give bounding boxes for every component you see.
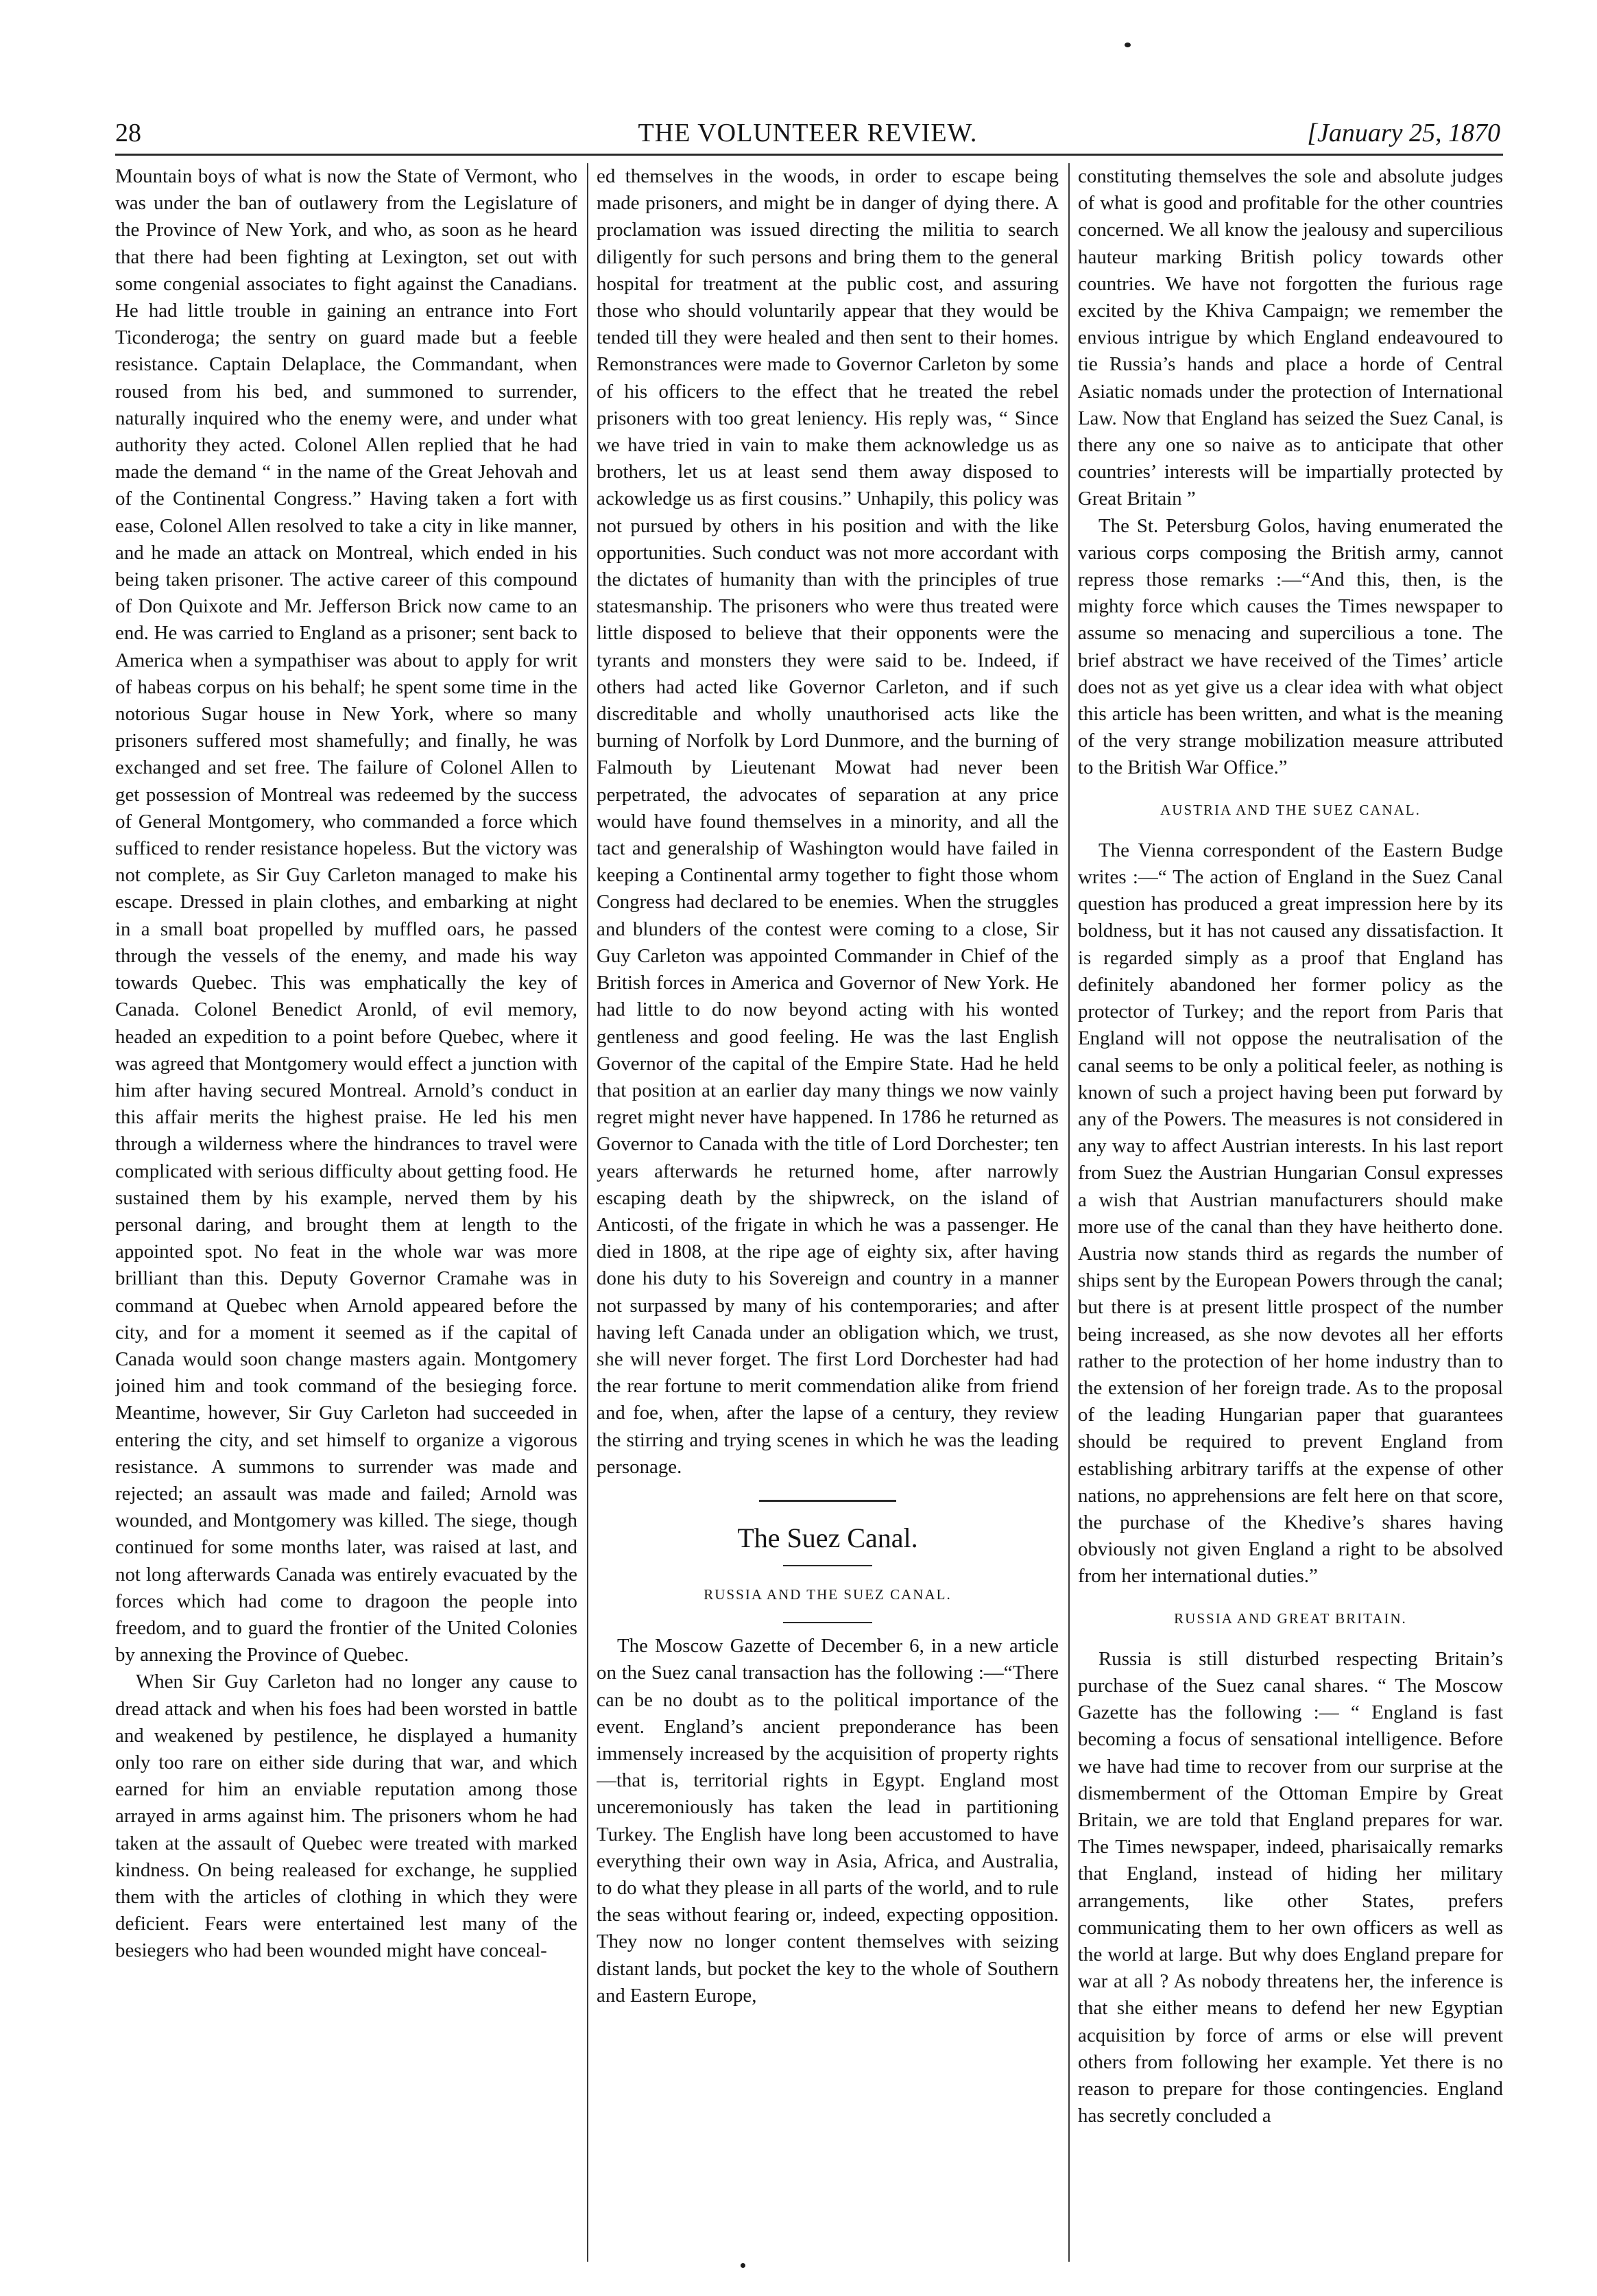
section-rule [759, 1500, 896, 1502]
article-paragraph: The Moscow Gazette of December 6, in a new article on the Suez canal transaction has the following :—“There can be no doubt as to the political importance of the event. England’s ancient preponderance has been immensely increased by the acquisition of property rights—that is, territorial rights in Egypt. England most unceremoniously has taken the lead in partitioning Turkey. The English have long been accustomed to have everything their own way in Asia, Africa, and Australia, to do what they please in all parts of the world, and to rule the seas without fearing or, indeed, expecting opposition. They now no longer content themselves with seizing distant lands, but pocket the key to the whole of Southern and Eastern Europe, [597, 1635, 1059, 2007]
article-paragraph: The St. Petersburg Golos, having enumerated the various corps composing the British army, cannot repress those remarks :—“And this, then, is the mighty force which causes the Times newspaper to assume so menacing and supercilious a tone. The brief abstract we have received of the Times’ article does not as yet give us a clear idea with what object this article has been written, and what is the meaning of the very strange mobilization measure attributed to the British War Office.” [1078, 514, 1503, 779]
subheading-rule [783, 1622, 872, 1623]
article-paragraph: constituting themselves the sole and absolute judges of what is good and profitable for the other countries concerned. We all know the jealousy and supercilious hauteur marking British policy towards other countries. We have not forgotten the furious rage excited by the Khiva Campaign; we remember the envious intrigue by which England endeavoured to tie Russia’s hands and place a horde of Central Asiatic nomads under the protection of International Law. Now that England has seized the Suez Canal, is there any one so naive as to anticipate that other countries’ interests will be impartially protected by Great Britain ” [1078, 165, 1503, 510]
issue-date: [January 25, 1870 [1307, 119, 1500, 147]
section-subheading: RUSSIA AND GREAT BRITAIN. [1174, 1610, 1407, 1627]
article-paragraph: ed themselves in the woods, in order to escape being made prisoners, and might be in danger of dying there. A proclamation was issued directing the militia to search diligently for such persons and bring them to the general hospital for treatment at the public cost, and assuring those who should voluntarily appear that they would be tended till they were healed and then sent to their homes. Remonstrances were made to Governor Carleton by some of his officers to the effect that he treated the rebel prisoners with too great leniency. His reply was, “ Since we have tried in vain to make them acknowledge us as brothers, let us at least send them away disposed to ackowledge us as first cousins.” Unhapily, this policy was not pursued by others in his position and with the like opportunities. Such conduct was not more accordant with the dictates of humanity than with the principles of true statesmanship. The prisoners who were thus treated were little disposed to believe that their opponents were the tyrants and monsters they were said to be. Indeed, if others had acted like Governor Carleton, and if such discreditable and wholly unauthorised acts like the burning of Norfolk by Lord Dunmore, and the burning of Falmouth by Lieutenant Mowat had never been perpetrated, the advocates of separation at any price would have found themselves in a minority, and all the tact and generalship of Washington would have failed in keeping a Continental army together to fight those whom Congress had declared to be enemies. When the struggles and blunders of the contest were coming to a close, Sir Guy Carleton was appointed Commander in Chief of the British forces in America and Governor of New York. He had little to do now beyond acting with his wonted gentleness and good feeling. He was the last English Governor of the capital of the Empire State. Had he held that position at an earlier day many things we now vainly regret might never have happened. In 1786 he returned as Governor to Canada with the title of Lord Dorchester; ten years afterwards he returned home, after narrowly escaping death by the shipwreck, on the island of Anticosti, of the frigate in which he was a passenger. He died in 1808, at the ripe age of eighty six, after having done his duty to his Sovereign and country in a manner not surpassed by many of his contemporaries; and after having left Canada under an obligation which, we trust, she will never forget. The first Lord Dorchester had had the rear fortune to merit commendation alike from friend and foe, when, after the lapse of a century, they review the stirring and trying scenes in which he was the leading personage. [597, 165, 1059, 1478]
column-divider [587, 163, 588, 2262]
section-subheading: AUSTRIA AND THE SUEZ CANAL. [1160, 801, 1421, 818]
column-divider [1068, 163, 1070, 2262]
column-2 [597, 163, 1059, 2255]
column-1 [115, 163, 577, 2255]
header-rule [115, 154, 1503, 156]
article-paragraph: Russia is still disturbed respecting Britain’s purchase of the Suez canal shares. “ The Moscow Gazette has the following :— “ England is fast becoming a focus of sensational intelligence. Before we have had time to recover from our surprise at the dismemberment of the Ottoman Empire by Great Britain, we are told that England prepares for war. The Times newspaper, indeed, pharisaically remarks that England, instead of hiding her military arrangements, like other States, prefers communicating them to her own officers as well as the world at large. But why does England prepare for war at all ? As nobody threatens her, the inference is that she either means to defend her new Egyptian acquisition by force of arms or else will prevent others from following her example. Yet there is no reason to prepare for those contingencies. England has secretly concluded a [1078, 1647, 1503, 2127]
print-speck [741, 2263, 745, 2268]
page-header [115, 115, 1500, 151]
heading-rule [783, 1565, 872, 1566]
print-speck [1125, 43, 1131, 47]
article-paragraph: The Vienna correspondent of the Eastern Budge writes :—“ The action of England in the Suez Canal question has produced a great impression here by its boldness, but it has not caused any dissatisfaction. It is regarded simply as a proof that England has definitely abandoned her former policy as the protector of Turkey; and the report from Paris that England will not oppose the neutralisation of the canal seems to be only a political feeler, as nothing is known of such a project having been put forward by any of the Powers. The measures is not considered in any way to affect Austrian interests. In his last report from Suez the Austrian Hungarian Consul expresses a wish that Austrian manufacturers should make more use of the canal than they have heitherto done. Austria now stands third as regards the number of ships sent by the European Powers through the canal; but there is at present little prospect of the number being increased, as she now devotes all her efforts rather to the protection of her home industry than to the extension of her foreign trade. As to the proposal of the leading Hungarian paper that guarantees should be required to prevent England from establishing arbitrary tariffs at the expense of other nations, no apprehensions are felt here on that score, the purchase of the Khedive’s shares having obviously not given England a right to be absolved from her international duties.” [1078, 839, 1503, 1588]
article-paragraph: When Sir Guy Carleton had no longer any cause to dread attack and when his foes had been worsted in battle and weakened by pestilence, he displayed a humanity only too rare on either side during that war, and which earned for him an enviable reputation among those arrayed in arms against him. The prisoners whom he had taken at the assault of Quebec were treated with marked kindness. On being realeased for exchange, he supplied them with the articles of clothing in which they were deficient. Fears were entertained lest many of the besiegers who had been wounded might have conceal- [115, 1671, 577, 1962]
article-heading: The Suez Canal. [737, 1522, 918, 1553]
page-number: 28 [115, 119, 141, 147]
publication-title: THE VOLUNTEER REVIEW. [638, 119, 978, 147]
article-paragraph: Mountain boys of what is now the State of Vermont, who was under the ban of outlawery from the Legislature of the Province of New York, and who, as soon as he heard that there had been fighting at Lexington, set out with some congenial associates to fight against the Canadians. He had little trouble in gaining an entrance into Fort Ticonderoga; the sentry on guard made but a feeble resistance. Captain Delaplace, the Commandant, when roused from his bed, and summoned to surrender, naturally inquired who the enemy were, and under what authority they acted. Colonel Allen replied that he had made the demand “ in the name of the Great Jehovah and of the Continental Congress.” Having taken a fort with ease, Colonel Allen resolved to take a city in like manner, and he made an attack on Montreal, which ended in his being taken prisoner. The active career of this compound of Don Quixote and Mr. Jefferson Brick now came to an end. He was carried to England as a prisoner; sent back to America when a sympathiser was about to apply for writ of habeas corpus on his behalf; he spent some time in the notorious Sugar house in New York, where so many prisoners suffered most shamefully; and finally, he was exchanged and set free. The failure of Colonel Allen to get possession of Montreal was redeemed by the success of General Montgomery, who commanded a force which sufficed to render resistance hopeless. But the victory was not complete, as Sir Guy Carleton managed to make his escape. Dressed in plain clothes, and embarking at night in a small boat propelled by muffled oars, he passed through the vessels of the enemy, and made his way towards Quebec. This was emphatically the key of Canada. Colonel Benedict Aronld, of evil memory, headed an expedition to a point before Quebec, where it was agreed that Montgomery would effect a junction with him after having secured Montreal. Arnold’s conduct in this affair merits the highest praise. He led his men through a wilderness where the hindrances to travel were complicated with serious difficulty about getting food. He sustained them by his example, nerved them by his personal daring, and brought them at length to the appointed spot. No feat in the whole war was more brilliant than this. Deputy Governor Cramahe was in command at Quebec when Arnold appeared before the city, and for a moment it seemed as if the capital of Canada would soon change masters again. Montgomery joined him and took command of the besieging force. Meantime, however, Sir Guy Carleton had succeeded in entering the city, and set himself to organize a vigorous resistance. A summons to surrender was made and rejected; an assault was made and failed; Arnold was wounded, and Montgomery was killed. The siege, though continued for some months later, was raised at last, and not long afterwards Canada was entirely evacuated by the forces which had come to dragoon the people into freedom, and to guard the frontier of the United Colonies by annexing the Province of Quebec. [115, 165, 577, 1666]
column-3 [1078, 163, 1503, 2255]
article-subheading: RUSSIA AND THE SUEZ CANAL. [704, 1586, 952, 1603]
